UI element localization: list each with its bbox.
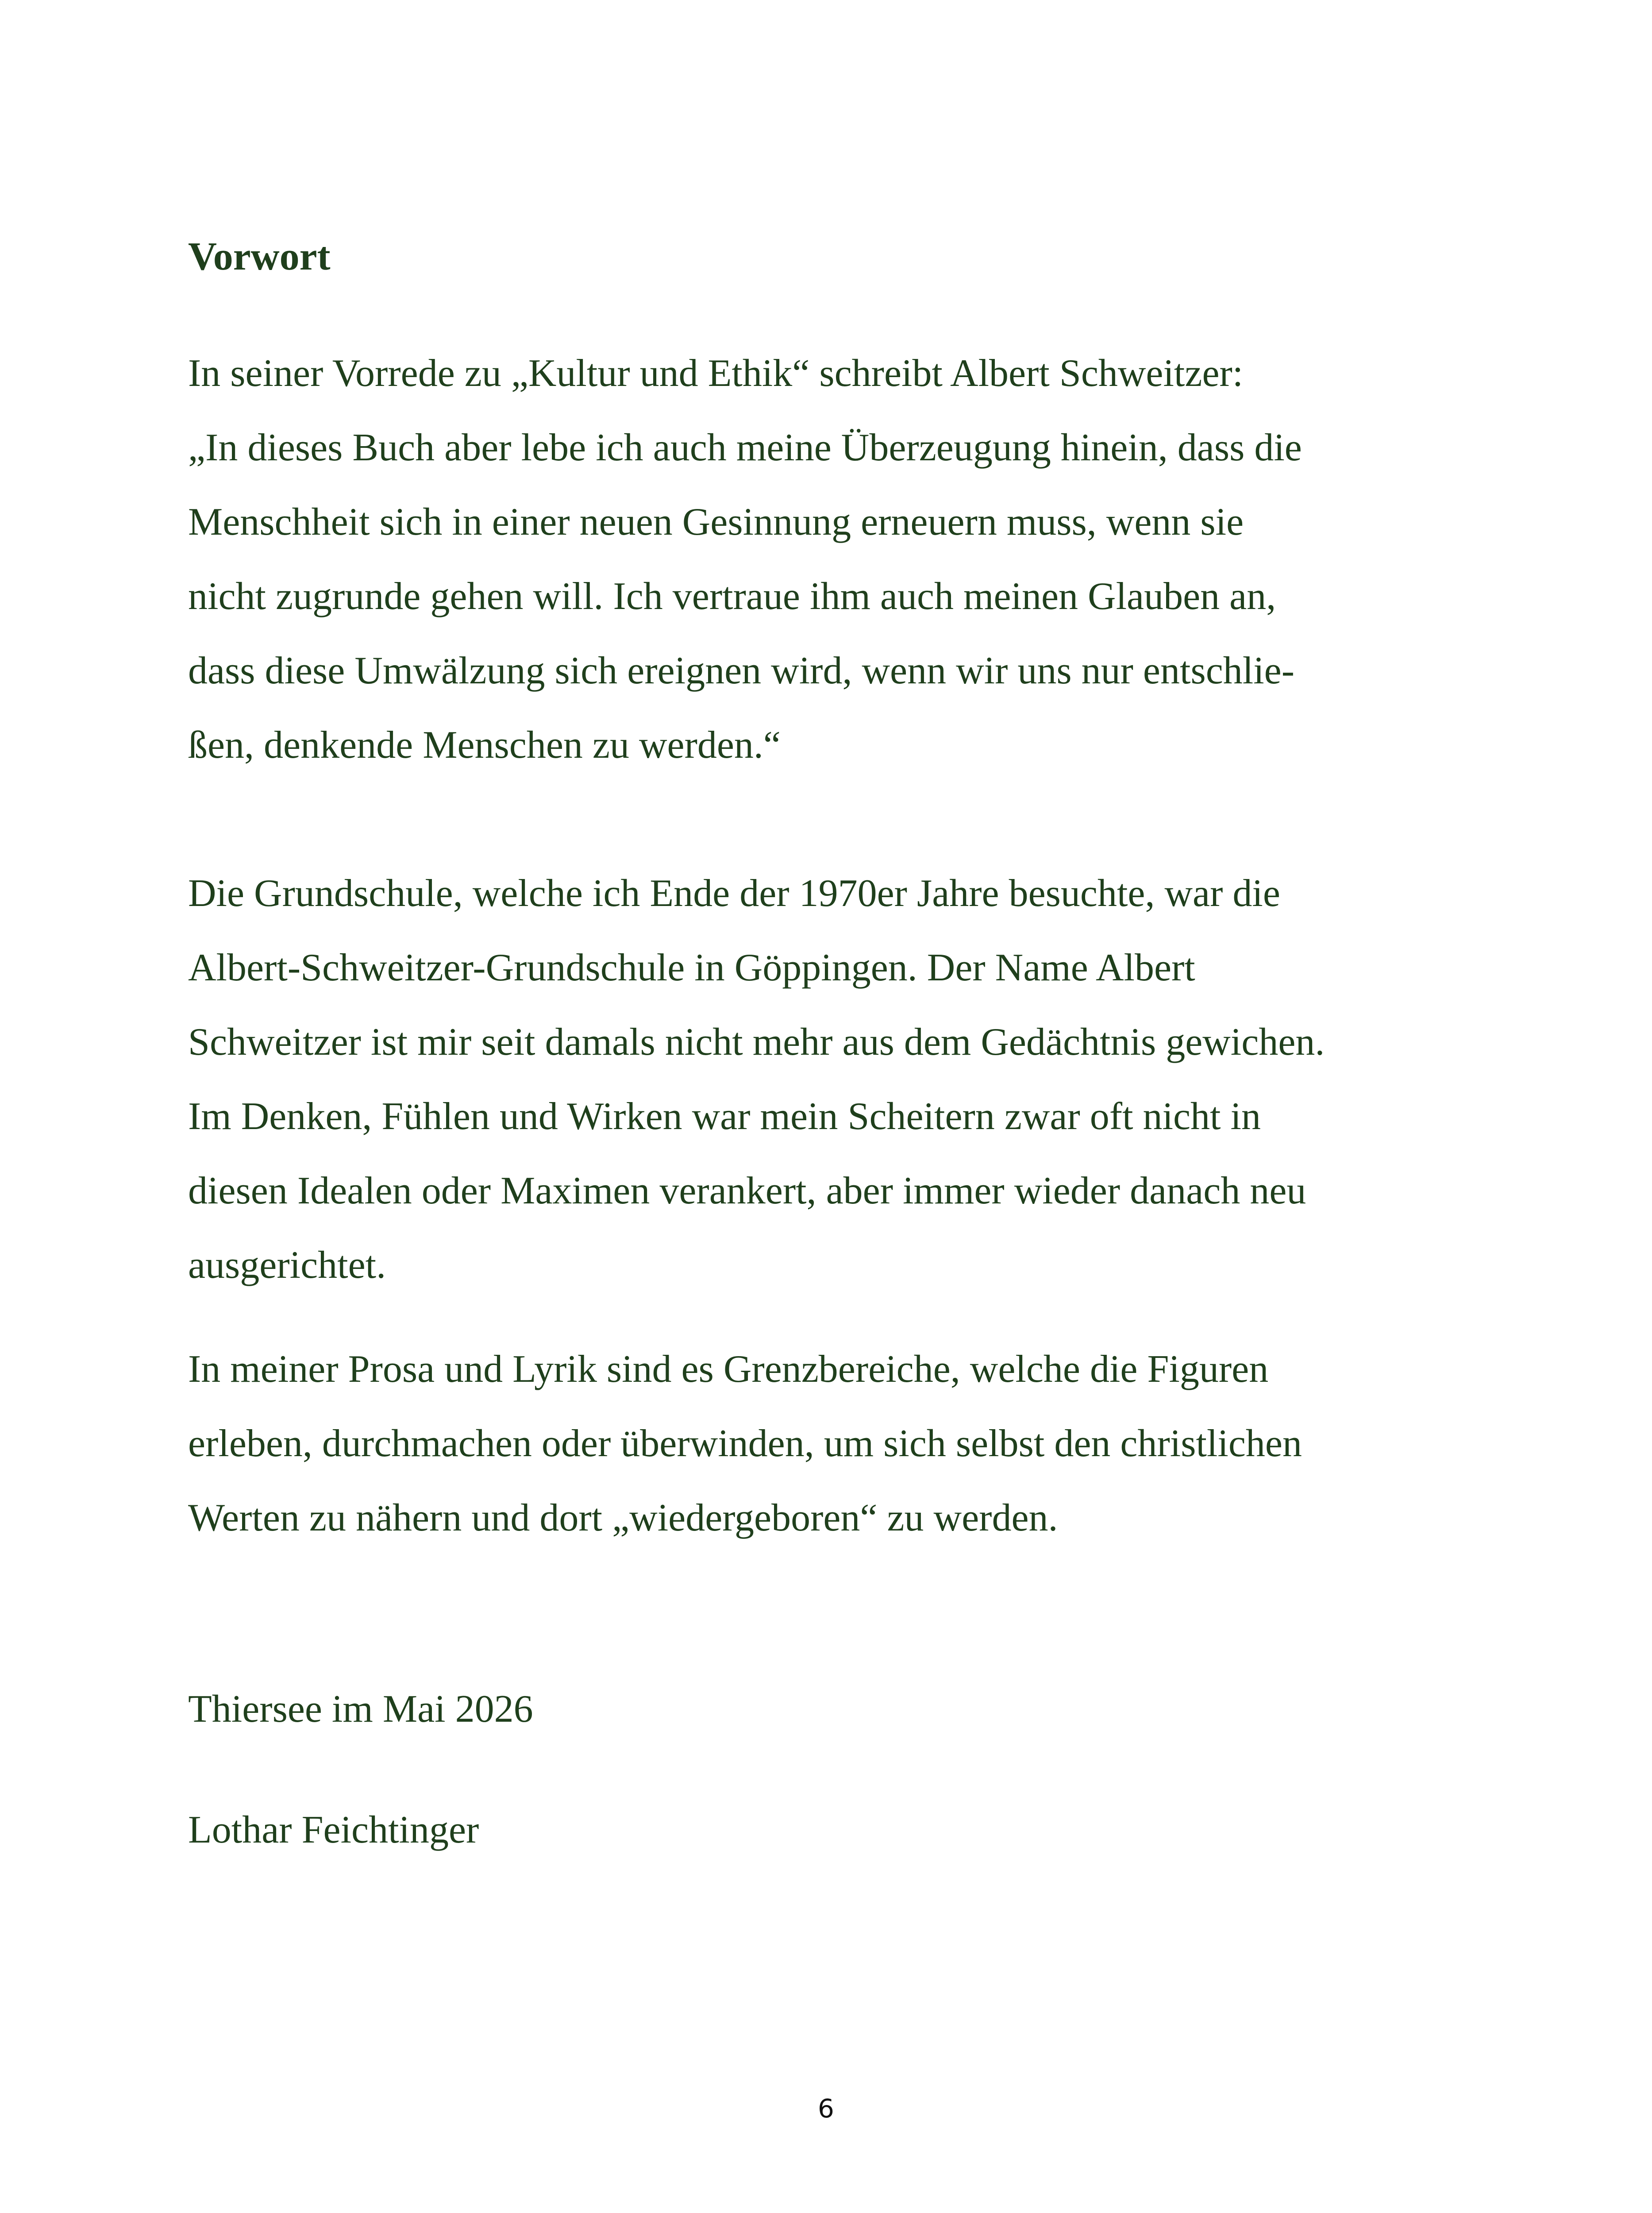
text-line: Albert-Schweitzer-Grundschule in Göppingen. Der Name Albert xyxy=(188,946,1195,989)
text-line: Schweitzer ist mir seit damals nicht mehr aus dem Gedächtnis gewichen. xyxy=(188,1021,1325,1064)
page-title: Vorwort xyxy=(188,235,331,278)
text-line: ausgerichtet. xyxy=(188,1244,386,1287)
text-line: Im Denken, Fühlen und Wirken war mein Scheitern zwar oft nicht in xyxy=(188,1095,1261,1138)
text-line: dass diese Umwälzung sich ereignen wird, wenn wir uns nur entschlie- xyxy=(188,649,1295,692)
text-line: nicht zugrunde gehen will. Ich vertraue ihm auch meinen Glauben an, xyxy=(188,575,1276,618)
text-line: In seiner Vorrede zu „Kultur und Ethik“ schreibt Albert Schweitzer: xyxy=(188,352,1244,395)
text-line: diesen Idealen oder Maximen verankert, aber immer wieder danach neu xyxy=(188,1169,1306,1212)
text-line: Die Grundschule, welche ich Ende der 1970er Jahre besuchte, war die xyxy=(188,872,1280,915)
text-line: ßen, denkende Menschen zu werden.“ xyxy=(188,724,781,767)
text-line: In meiner Prosa und Lyrik sind es Grenzbereiche, welche die Figuren xyxy=(188,1348,1269,1391)
text-line: „In dieses Buch aber lebe ich auch meine Überzeugung hinein, dass die xyxy=(188,426,1302,469)
text-line: erleben, durchmachen oder überwinden, um sich selbst den christlichen xyxy=(188,1422,1302,1465)
text-line: Werten zu nähern und dort „wiedergeboren“ zu werden. xyxy=(188,1496,1058,1539)
page-number: 6 xyxy=(818,2093,834,2124)
text-line: Menschheit sich in einer neuen Gesinnung erneuern muss, wenn sie xyxy=(188,501,1244,544)
place-date: Thiersee im Mai 2026 xyxy=(188,1688,533,1731)
author-name: Lothar Feichtinger xyxy=(188,1808,479,1851)
